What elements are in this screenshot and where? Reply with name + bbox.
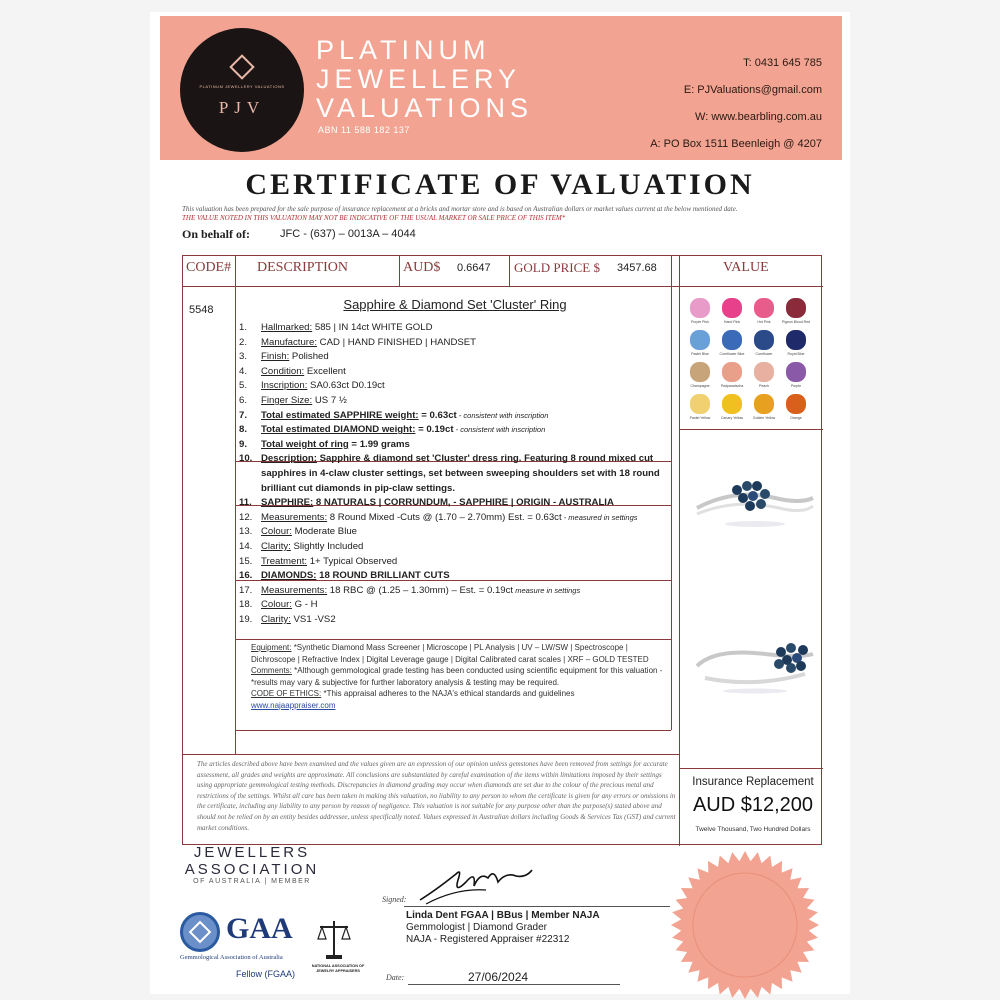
gaa-fellow: Fellow (FGAA) bbox=[236, 969, 296, 979]
brand-name: PLATINUM JEWELLERY VALUATIONS bbox=[316, 35, 534, 123]
list-item: 18. Colour: G - H bbox=[239, 599, 318, 611]
colour-swatch: Canary Yellow bbox=[717, 394, 747, 420]
contact-address: A: PO Box 1511 Beenleigh @ 4207 bbox=[650, 138, 822, 150]
contact-phone: T: 0431 645 785 bbox=[743, 57, 822, 69]
colour-swatch: Cornflower Blue bbox=[717, 330, 747, 356]
aud-value: 0.6647 bbox=[457, 262, 491, 274]
scales-of-justice-icon bbox=[316, 917, 352, 961]
list-item: 14. Clarity: Slightly Included bbox=[239, 540, 364, 552]
list-item: 11. SAPPHIRE: 8 NATURALS | CORRUNDUM, - SAPPHIRE | ORIGIN - AUSTRALIA bbox=[239, 497, 614, 509]
header-band bbox=[160, 16, 842, 160]
comments-text: *Although gemmological grade testing has been conducted using scientific equipment for this valuation - *results may vary & subjective for further laboratory analysis & testing may be required. bbox=[251, 666, 663, 687]
list-item: 10. Description: Sapphire & diamond set 'Cluster' dress ring. Featuring 8 round mixed cut sapphires in 4-claw cluster settings, set between sweeping shoulders set with 18 round brilliant cut diamonds in pip-claw settings. bbox=[239, 453, 660, 494]
colour-swatch: Hot Pink bbox=[749, 298, 779, 324]
pjv-logo bbox=[180, 28, 304, 152]
naja-logo-text: NATIONAL ASSOCIATION OF JEWELRY APPRAISERS bbox=[311, 964, 365, 973]
equipment-notes bbox=[251, 642, 671, 711]
colour-swatch: Pastel Blue bbox=[685, 330, 715, 356]
list-item: 3. Finish: Polished bbox=[239, 351, 329, 363]
diamond-icon bbox=[229, 54, 254, 79]
gaa-logo-text: GAA bbox=[226, 912, 293, 945]
signer-registration: NAJA - Registered Appraiser #22312 bbox=[406, 934, 570, 945]
colour-swatch: Pastel Yellow bbox=[685, 394, 715, 420]
contact-details bbox=[650, 50, 822, 158]
disclaimer-text: The articles described above have been examined and the values given are an expression of our opinion unless gemstones have been removed from settings for accurate assessment, all grades and weights are approximate. All conclusions are substantiated by careful examination of the items within limitations imposed by their settings using appropriate gemmological testing methods. Discrepancies in diamond grading may occur when diamonds are set due to the colour of the precious metal and restrictions of the settings. Whilst all care has been taken in making this valuation, no liability to any person to whom the certificate is given for any errors or omissions in the certificate, including any liability to any person by reason of negligence. This valuation is not suitable for any purpose other than the purpose(s) stated above and should not be relied on by an entity besides addressee, unless specifically noted. Values expressed in Australian dollars including Goods & Services Tax (GST) and current market conditions. bbox=[197, 760, 676, 832]
product-title: Sapphire & Diamond Set 'Cluster' Ring bbox=[343, 297, 567, 312]
colour-swatch: Cornflower bbox=[749, 330, 779, 356]
list-item: 2. Manufacture: CAD | HAND FINISHED | HANDSET bbox=[239, 336, 477, 348]
colour-swatch: Champagne bbox=[685, 362, 715, 388]
value-header: VALUE bbox=[723, 260, 769, 275]
insurance-value-words: Twelve Thousand, Two Hundred Dollars bbox=[695, 826, 811, 833]
colour-swatch: Royal Blue bbox=[781, 330, 811, 356]
gaa-emblem-icon bbox=[180, 912, 220, 952]
logo-ring-text: PLATINUM JEWELLERY VALUATIONS bbox=[199, 84, 285, 89]
list-item: 8. Total estimated DIAMOND weight: = 0.19ct - consistent with inscription bbox=[239, 424, 546, 436]
code-header: CODE# bbox=[186, 260, 232, 275]
certificate-page bbox=[150, 12, 850, 994]
colour-swatch: Purple bbox=[781, 362, 811, 388]
contact-web: W: www.bearbling.com.au bbox=[695, 111, 822, 123]
list-item: 15. Treatment: 1+ Typical Observed bbox=[239, 555, 398, 567]
naja-link[interactable]: www.najaappraiser.com bbox=[251, 700, 336, 710]
list-item: 12. Measurements: 8 Round Mixed -Cuts @ (1.70 – 2.70mm) Est. = 0.63ct - measured in settings bbox=[239, 511, 638, 523]
description-header: DESCRIPTION bbox=[257, 260, 349, 275]
intro-text: This valuation has been prepared for the sale purpose of insurance replacement at a bricks and mortar store and is based on Australian dollars or market values current at the below mentioned date. THE VALUE NOTED IN THIS VALUATION MAY NOT BE INDICATIVE OF THE USUAL MARKET OR SALE PRICE OF THIS ITEM* bbox=[182, 205, 738, 222]
colour-swatch: Hand Pink bbox=[717, 298, 747, 324]
signed-label: Signed: bbox=[382, 895, 407, 904]
valuation-table bbox=[182, 255, 822, 845]
item-code: 5548 bbox=[189, 304, 214, 316]
aud-header: AUD$ bbox=[403, 260, 441, 275]
colour-swatch: Pigeon Blood Red bbox=[781, 298, 811, 324]
list-item: 13. Colour: Moderate Blue bbox=[239, 526, 357, 538]
colour-swatch: Purple Pink bbox=[685, 298, 715, 324]
certificate-title: CERTIFICATE OF VALUATION bbox=[245, 168, 755, 201]
jaa-member-logo: JEWELLERS ASSOCIATION OF AUSTRALIA | MEMBER bbox=[184, 844, 320, 885]
ethics-label: CODE OF ETHICS: bbox=[251, 689, 322, 698]
signer-role: Gemmologist | Diamond Grader bbox=[406, 922, 547, 933]
comments-label: Comments: bbox=[251, 666, 292, 675]
signer-name: Linda Dent FGAA | BBus | Member NAJA bbox=[406, 910, 600, 921]
seal-icon bbox=[670, 850, 820, 1000]
signature bbox=[416, 860, 536, 906]
gaa-subtitle: Gemmological Association of Australia bbox=[180, 954, 283, 961]
logo-monogram: PJV bbox=[218, 98, 266, 117]
colour-swatch: Golden Yellow bbox=[749, 394, 779, 420]
insurance-value: AUD $12,200 bbox=[692, 794, 814, 816]
gold-price-header: GOLD PRICE $ bbox=[514, 260, 600, 275]
list-item: 9. Total weight of ring = 1.99 grams bbox=[239, 438, 410, 450]
colour-swatch: Peach bbox=[749, 362, 779, 388]
colour-swatch: Orange bbox=[781, 394, 811, 420]
item-list bbox=[239, 321, 671, 627]
list-item: 16. DIAMONDS: 18 ROUND BRILLIANT CUTS bbox=[239, 570, 450, 582]
list-item: 6. Finger Size: US 7 ½ bbox=[239, 394, 347, 406]
list-item: 1. Hallmarked: 585 | IN 14ct WHITE GOLD bbox=[239, 322, 433, 333]
behalf-label: On behalf of: bbox=[182, 227, 251, 241]
ring-image-bottom bbox=[695, 634, 815, 694]
gold-price-value: 3457.68 bbox=[617, 262, 657, 274]
ring-image-top bbox=[695, 468, 815, 528]
colour-swatch: Padparadscha bbox=[717, 362, 747, 388]
signer-block bbox=[406, 910, 600, 946]
behalf-value: JFC - (637) – 0013A – 4044 bbox=[280, 228, 416, 240]
ethics-text: *This appraisal adheres to the NAJA's ethical standards and guidelines bbox=[321, 689, 575, 698]
insurance-title: Insurance Replacement bbox=[692, 776, 814, 788]
list-item: 7. Total estimated SAPPHIRE weight: = 0.63ct - consistent with inscription bbox=[239, 409, 549, 421]
list-item: 19. Clarity: VS1 -VS2 bbox=[239, 613, 336, 625]
list-item: 4. Condition: Excellent bbox=[239, 365, 346, 377]
abn-number: ABN 11 588 182 137 bbox=[318, 125, 410, 135]
date-label: Date: bbox=[386, 973, 405, 982]
equipment-label: Equipment: bbox=[251, 643, 292, 652]
contact-email: E: PJValuations@gmail.com bbox=[683, 84, 822, 96]
equipment-text: *Synthetic Diamond Mass Screener | Microscope | PL Analysis | UV – LW/SW | Spectroscope | Dichroscope | Refractive Index | Digital Leverage gauge | Digital Calibrated carat scales | XRF – GOLD TESTED bbox=[251, 643, 649, 664]
date-value: 27/06/2024 bbox=[468, 970, 529, 984]
list-item: 17. Measurements: 18 RBC @ (1.25 – 1.30mm) – Est. = 0.19ct measure in settings bbox=[239, 584, 581, 596]
list-item: 5. Inscription: SA0.63ct D0.19ct bbox=[239, 380, 385, 392]
